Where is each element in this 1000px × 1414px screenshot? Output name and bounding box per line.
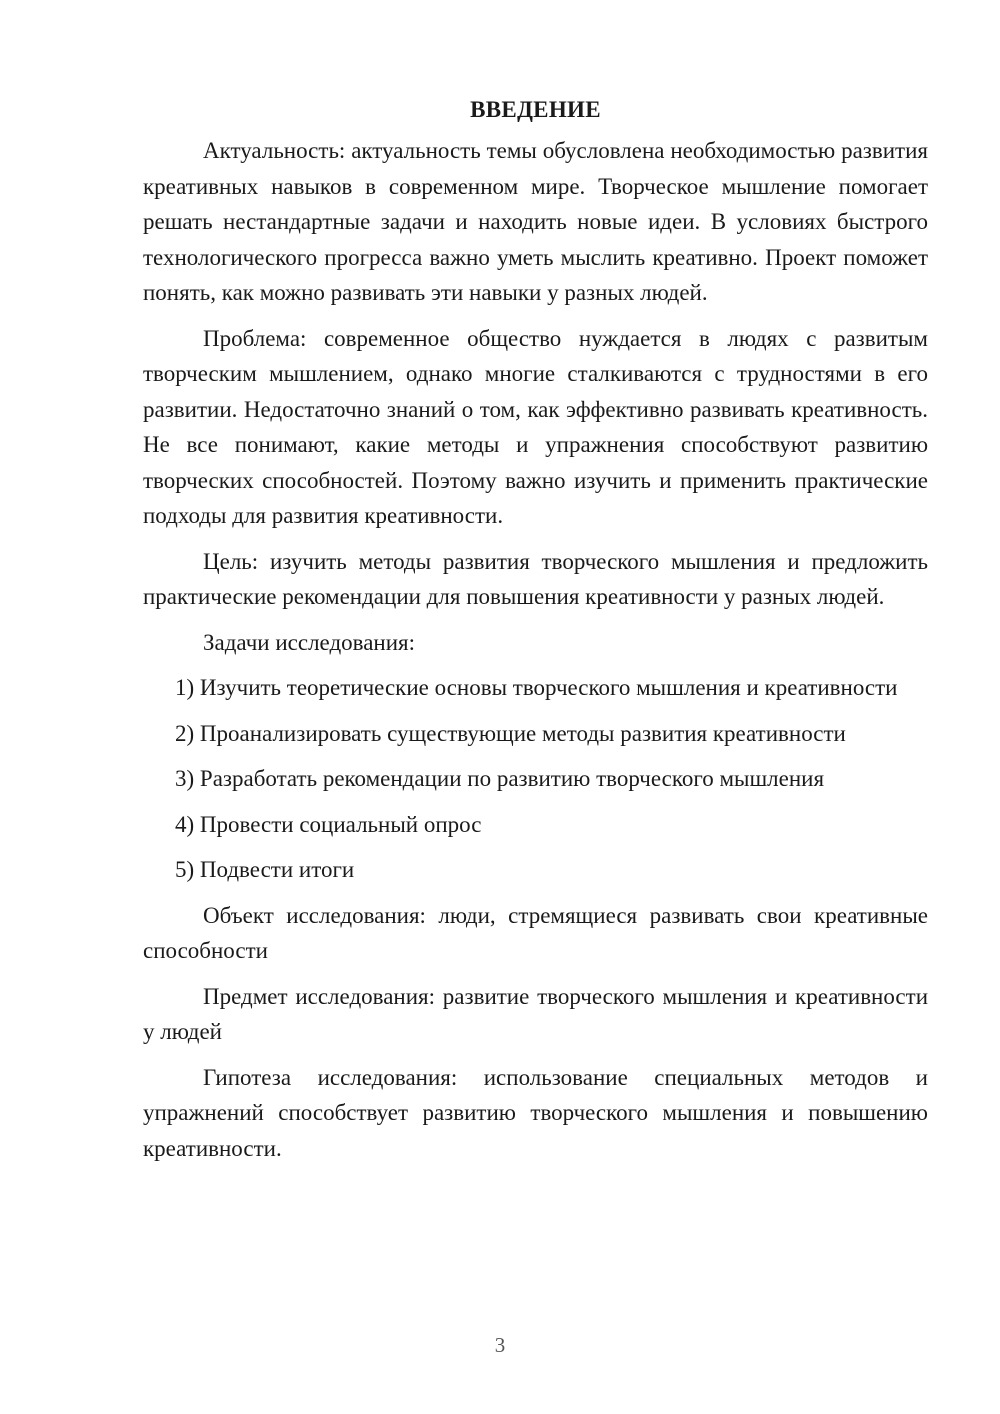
task-item: 2) Проанализировать существующие методы развития креативности	[175, 720, 846, 746]
hypothesis-paragraph: Гипотеза исследования: использование специальных методов и упражнений способствует развитию творческого мышления и повышению креативности.	[143, 1064, 928, 1161]
task-item: 3) Разработать рекомендации по развитию творческого мышления	[175, 766, 825, 791]
relevance-paragraph: Актуальность: актуальность темы обусловлена необходимостью развития креативных навыков в современном мире. Творческое мышление помогает решать нестандартные задачи и находить новые идеи. В условиях быстрого технологического прогресса важно уметь мыслить креативно. Проект поможет понять, как можно развивать эти навыки у разных людей.	[143, 138, 928, 305]
task-item: 4) Провести социальный опрос	[175, 811, 482, 837]
section-heading: ВВЕДЕНИЕ	[470, 97, 601, 122]
goal-paragraph: Цель: изучить методы развития творческого мышления и предложить практические рекомендации для повышения креативности у разных людей.	[143, 548, 928, 609]
page-number: 3	[494, 1333, 506, 1357]
problem-paragraph: Проблема: современное общество нуждается в людях с развитым творческим мышлением, однако многие сталкиваются с трудностями в его развитии. Недостаточно знаний о том, как эффективно развивать креативность. Не все понимают, какие методы и упражнения способствуют развитию творческих способностей. Поэтому важно изучить и применить практические подходы для развития креативности.	[143, 325, 928, 528]
task-item: 5) Подвести итоги	[175, 857, 355, 882]
tasks-title: Задачи исследования:	[203, 629, 416, 655]
task-item: 1) Изучить теоретические основы творческого мышления и креативности	[175, 675, 898, 700]
tasks-list	[143, 670, 928, 888]
document-page	[143, 92, 928, 1176]
subject-paragraph: Предмет исследования: развитие творческого мышления и креативности у людей	[143, 983, 928, 1044]
object-paragraph: Объект исследования: люди, стремящиеся развивать свои креативные способности	[143, 902, 928, 963]
